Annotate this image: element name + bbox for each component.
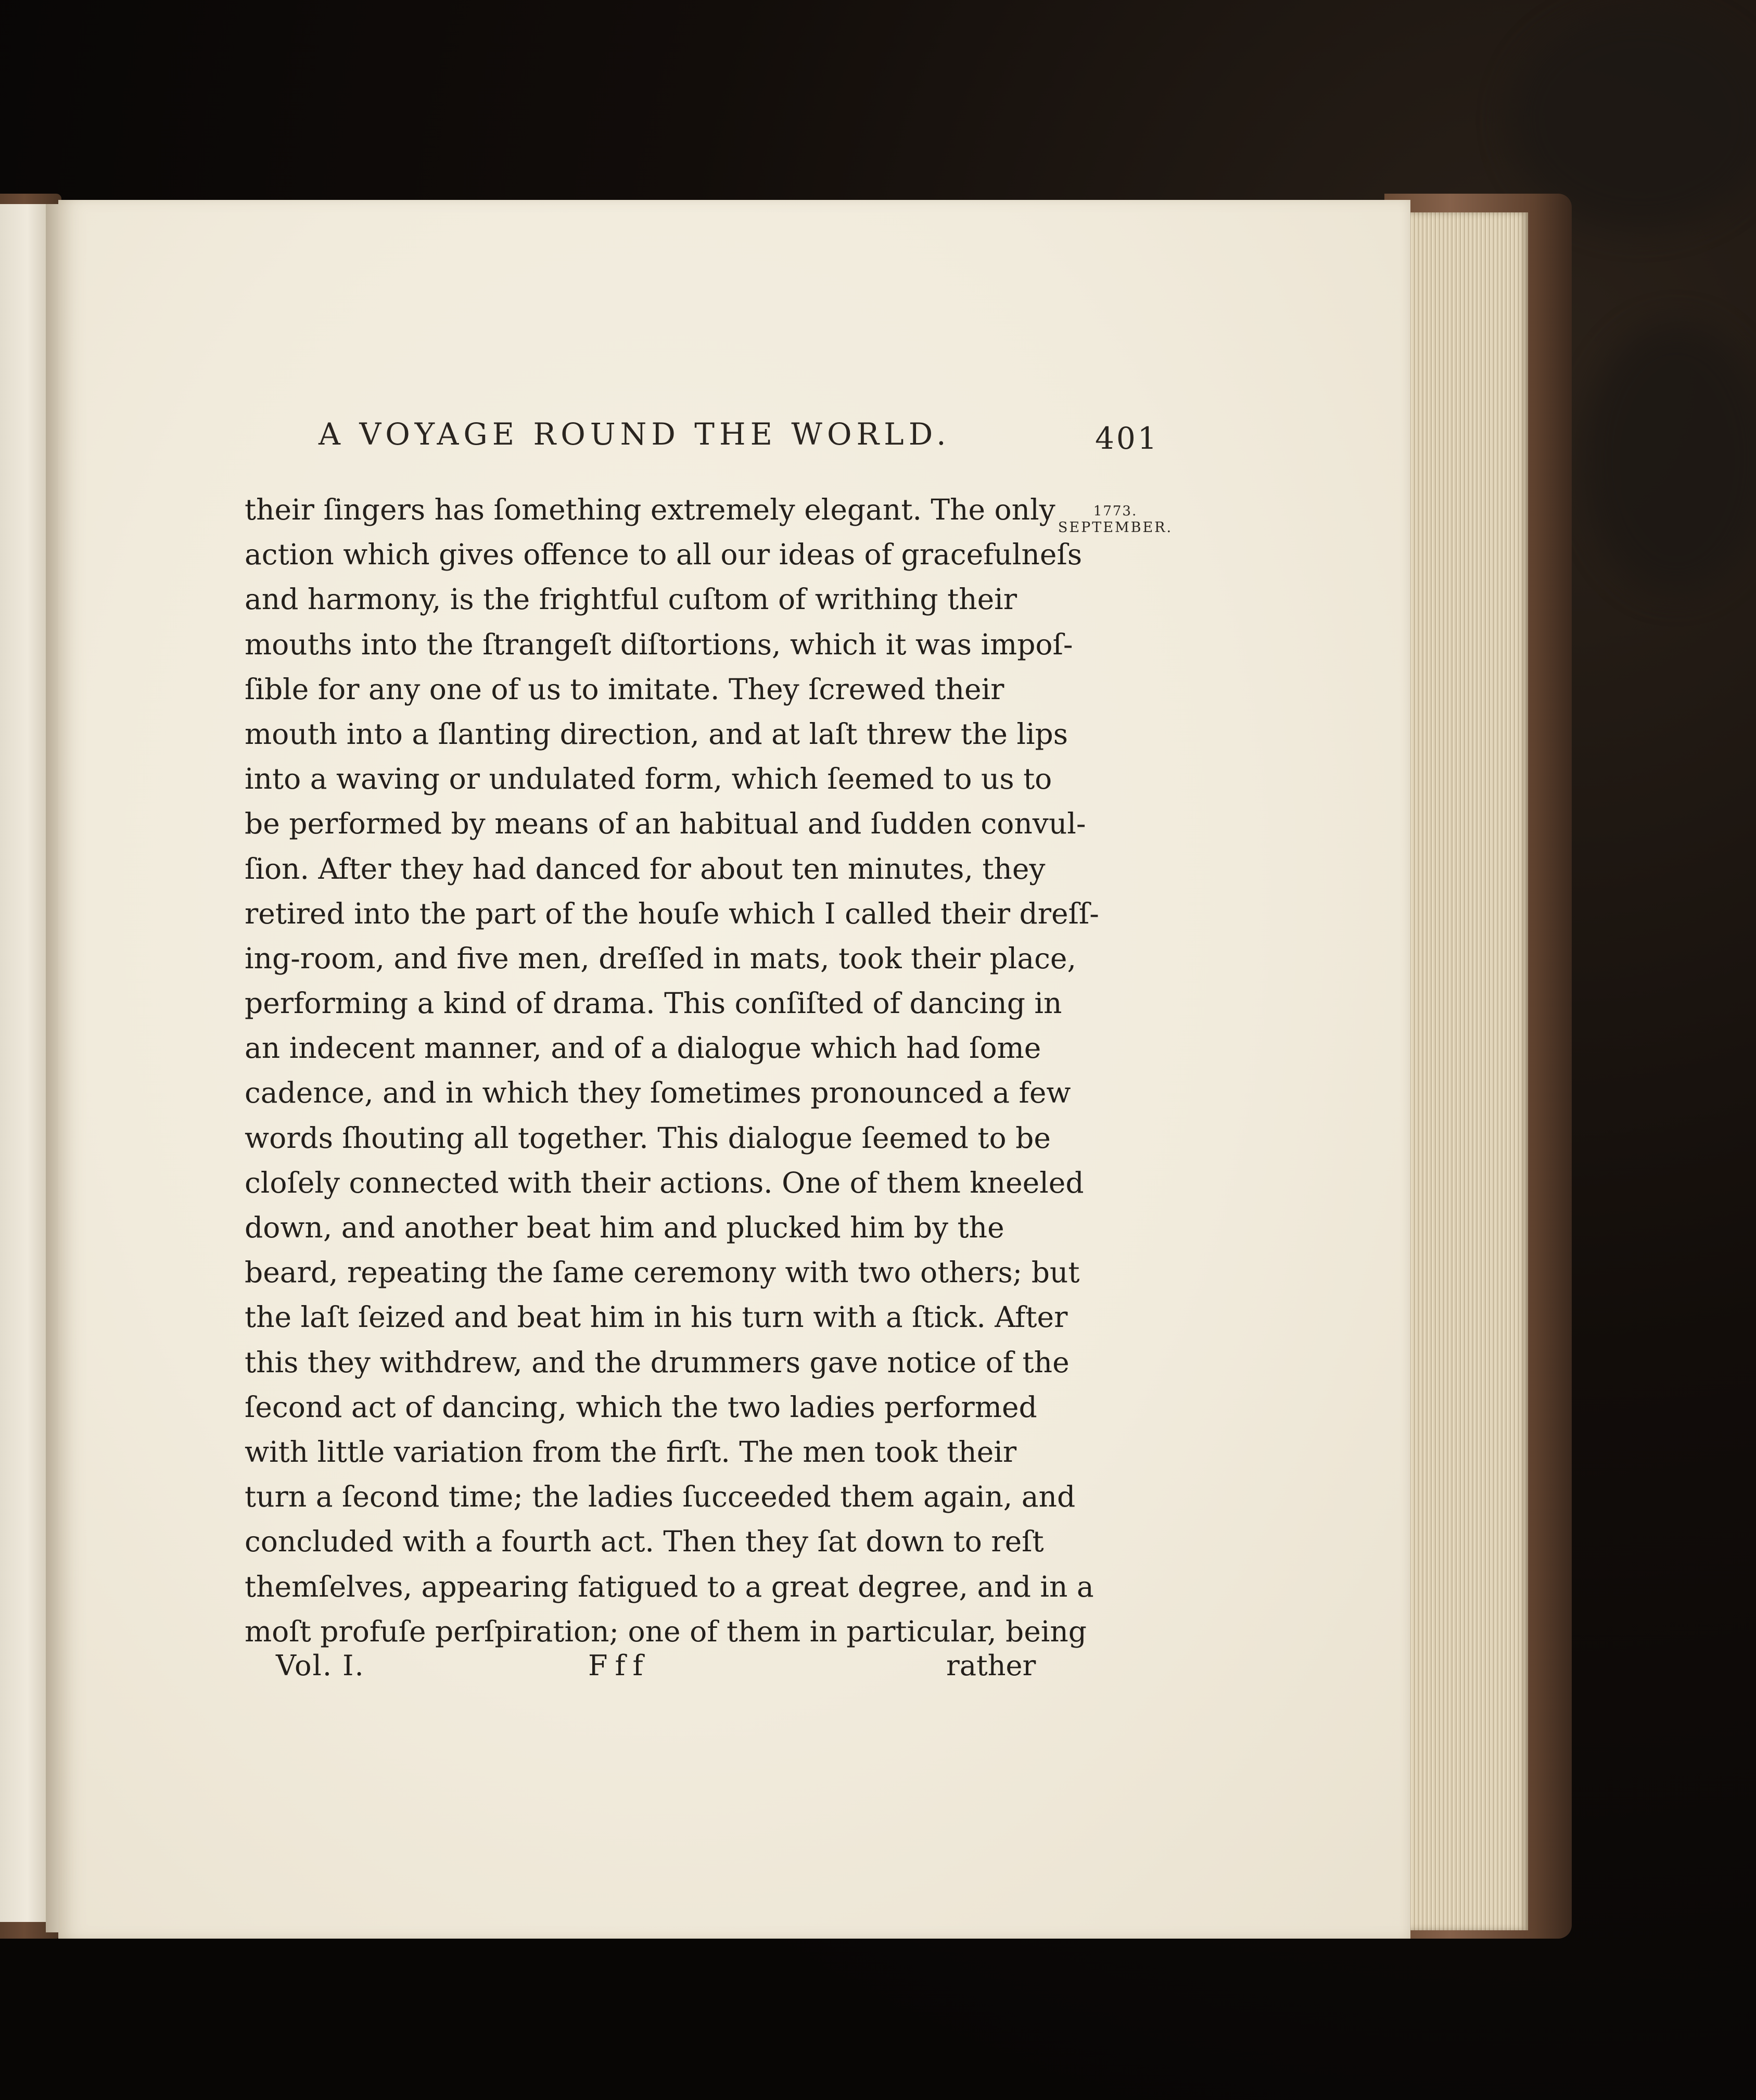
volume-label: Vol. I. <box>276 1649 365 1682</box>
text-line: with little variation from the firſt. The men took their <box>245 1435 1017 1469</box>
margin-month: SEPTEMBER. <box>1058 519 1173 536</box>
text-line: beard, repeating the ſame ceremony with two others; but <box>245 1256 1080 1289</box>
text-line: the laſt ſeized and beat him in his turn with a ſtick. After <box>245 1300 1068 1334</box>
text-line: ing-room, and five men, dreſſed in mats, took their place, <box>245 941 1076 975</box>
text-line: mouth into a ſlanting direction, and at laſt threw the lips <box>245 717 1068 751</box>
text-line: cloſely connected with their actions. One of them kneeled <box>245 1166 1084 1199</box>
text-line: performing a kind of drama. This conſiſted of dancing in <box>245 986 1062 1020</box>
text-line: an indecent manner, and of a dialogue which had ſome <box>245 1031 1041 1065</box>
text-line: ſible for any one of us to imitate. They ſcrewed their <box>245 672 1004 706</box>
text-line: retired into the part of the houſe which I called their dreſſ- <box>245 896 1099 930</box>
text-line: ſecond act of dancing, which the two ladies performed <box>245 1390 1037 1424</box>
running-head: A VOYAGE ROUND THE WORLD. <box>319 416 951 452</box>
background-shadow <box>1582 323 1756 593</box>
text-line: ſion. After they had danced for about ten minutes, they <box>245 852 1046 885</box>
text-line: and harmony, is the frightful cuſtom of writhing their <box>245 583 1017 616</box>
text-line: turn a ſecond time; the ladies ſucceeded them again, and <box>245 1480 1076 1514</box>
text-line: moſt profuſe perſpiration; one of them in particular, being <box>245 1614 1087 1648</box>
text-line: action which gives offence to all our ideas of gracefulneſs <box>245 538 1083 572</box>
text-line: themſelves, appearing fatigued to a great degree, and in a <box>245 1570 1094 1603</box>
signature-mark: Fff <box>588 1649 651 1682</box>
margin-date-note <box>1055 504 1175 536</box>
text-line: into a waving or undulated form, which ſeemed to us to <box>245 762 1052 796</box>
text-line: mouths into the ſtrangeſt diſtortions, which it was impoſ- <box>245 627 1073 661</box>
text-line: down, and another beat him and plucked him by the <box>245 1211 1004 1244</box>
text-line: concluded with a fourth act. Then they ſat down to reſt <box>245 1525 1044 1559</box>
text-line: this they withdrew, and the drummers gave notice of the <box>245 1345 1070 1379</box>
page-number: 401 <box>1095 421 1159 456</box>
text-line: words ſhouting all together. This dialogue ſeemed to be <box>245 1121 1051 1155</box>
margin-year: 1773. <box>1093 503 1138 519</box>
left-page-sliver <box>0 204 46 1922</box>
text-line: their ſingers has ſomething extremely elegant. The only <box>245 493 1055 526</box>
text-line: be performed by means of an habitual and ſudden convul- <box>245 807 1086 841</box>
text-line: cadence, and in which they ſometimes pronounced a few <box>245 1076 1071 1110</box>
page-block-edges <box>1408 212 1528 1930</box>
catchword: rather <box>946 1649 1036 1682</box>
body-text <box>245 487 1099 1654</box>
